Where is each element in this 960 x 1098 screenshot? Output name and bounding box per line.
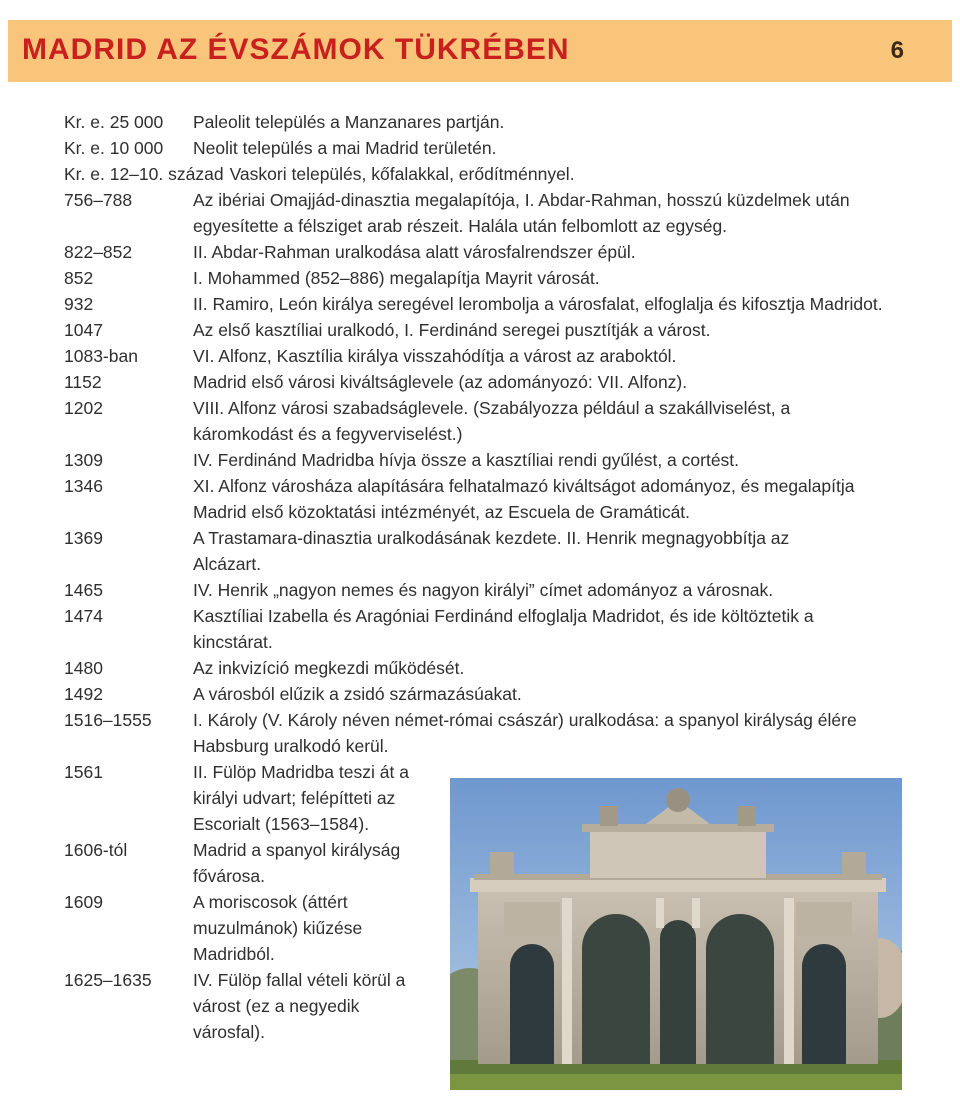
timeline-entry: [64, 109, 904, 135]
timeline-entry: [64, 187, 904, 239]
entry-text: Neolit település a mai Madrid területén.: [193, 138, 497, 158]
entry-year: 1609: [64, 892, 103, 912]
entry-text: I. Károly (V. Károly néven német-római császár) uralkodása: a spanyol királyság élére Habsburg uralkodó kerül.: [193, 710, 857, 756]
timeline-entry: [64, 447, 904, 473]
chapter-title: MADRID AZ ÉVSZÁMOK TÜKRÉBEN: [22, 33, 570, 66]
entry-text: IV. Ferdinánd Madridba hívja össze a kasztíliai rendi gyűlést, a cortést.: [193, 450, 740, 470]
entry-text: Vaskori település, kőfalakkal, erődítménnyel.: [229, 164, 575, 184]
entry-year: 1625–1635: [64, 970, 152, 990]
entry-text: XI. Alfonz városháza alapítására felhatalmazó kiváltságot adományoz, és megalapítja Madrid első közoktatási intézményét, az Escuela de Gramáticát.: [193, 476, 855, 522]
entry-year: 1492: [64, 684, 103, 704]
entry-text: Madrid a spanyol királyság fővárosa.: [193, 840, 401, 886]
entry-text: Az első kasztíliai uralkodó, I. Ferdinánd seregei pusztítják a várost.: [193, 320, 711, 340]
timeline-entry: [64, 265, 904, 291]
entry-year: 1480: [64, 658, 103, 678]
entry-text: II. Ramiro, León királya seregével lerombolja a városfalat, elfoglalja és kifosztja Madridot.: [193, 294, 883, 314]
page-number: 6: [890, 37, 904, 64]
entry-year: 1152: [64, 372, 102, 392]
entry-year: 1465: [64, 580, 103, 600]
entry-year: Kr. e. 12–10. század: [64, 164, 224, 184]
timeline-entry: [64, 525, 904, 577]
entry-year: 932: [64, 294, 94, 314]
entry-year: 1474: [64, 606, 103, 626]
timeline-entry: [64, 369, 904, 395]
timeline-entry: [64, 291, 904, 317]
timeline-entry: [64, 161, 904, 187]
entry-text: Az ibériai Omajjád-dinasztia megalapítója, I. Abdar-Rahman, hosszú küzdelmek után egyesítette a félsziget arab részeit. Halála után felbomlott az egység.: [193, 190, 850, 236]
timeline-entry: [64, 395, 904, 447]
entry-text: Kasztíliai Izabella és Aragóniai Ferdinánd elfoglalja Madridot, és ide költöztetik a kincstárat.: [193, 606, 814, 652]
entry-text: IV. Henrik „nagyon nemes és nagyon királyi” címet adományoz a városnak.: [193, 580, 774, 600]
entry-year: 1516–1555: [64, 710, 152, 730]
timeline-entry: [64, 707, 904, 759]
entry-text: Paleolit település a Manzanares partján.: [193, 112, 505, 132]
entry-year: 1369: [64, 528, 103, 548]
timeline-entry: [64, 655, 904, 681]
entry-year: Kr. e. 10 000: [64, 138, 164, 158]
entry-text: Az inkvizíció megkezdi működését.: [193, 658, 465, 678]
entry-text: VIII. Alfonz városi szabadságlevele. (Szabályozza például a szakállviselést, a káromkodást és a fegyverviselést.): [193, 398, 791, 444]
timeline-entry: [64, 239, 904, 265]
puerta-de-alcala-photo: [450, 778, 902, 1090]
timeline-entry: [64, 577, 904, 603]
entry-year: 1083-ban: [64, 346, 138, 366]
entry-year: 1346: [64, 476, 103, 496]
entry-year: 756–788: [64, 190, 133, 210]
entry-year: 1202: [64, 398, 103, 418]
entry-text: A Trastamara-dinasztia uralkodásának kezdete. II. Henrik megnagyobbítja az Alcázart.: [193, 528, 790, 574]
entry-text: A városból elűzik a zsidó származásúakat.: [193, 684, 522, 704]
entry-text: VI. Alfonz, Kasztília királya visszahódítja a várost az araboktól.: [193, 346, 677, 366]
entry-year: 1606-tól: [64, 840, 128, 860]
entry-text: II. Abdar-Rahman uralkodása alatt városfalrendszer épül.: [193, 242, 636, 262]
chapter-header: [8, 20, 952, 82]
timeline-entry: [64, 317, 904, 343]
entry-text: II. Fülöp Madridba teszi át a királyi udvart; felépítteti az Escorialt (1563–1584).: [193, 762, 409, 834]
entry-year: 1309: [64, 450, 103, 470]
entry-year: 1561: [64, 762, 103, 782]
entry-text: A moriscosok (áttért muzulmánok) kiűzése Madridból.: [193, 892, 363, 964]
entry-year: Kr. e. 25 000: [64, 112, 164, 132]
timeline-entry: [64, 473, 904, 525]
entry-year: 822–852: [64, 242, 133, 262]
entry-text: IV. Fülöp fallal vételi körül a várost (ez a negyedik városfal).: [193, 970, 406, 1042]
entry-text: Madrid első városi kiváltságlevele (az adományozó: VII. Alfonz).: [193, 372, 688, 392]
entry-text: I. Mohammed (852–886) megalapítja Mayrit városát.: [193, 268, 600, 288]
entry-year: 852: [64, 268, 94, 288]
timeline-entry: [64, 135, 904, 161]
timeline-entry: [64, 343, 904, 369]
timeline-entry: [64, 603, 904, 655]
entry-year: 1047: [64, 320, 103, 340]
timeline-entry: [64, 681, 904, 707]
